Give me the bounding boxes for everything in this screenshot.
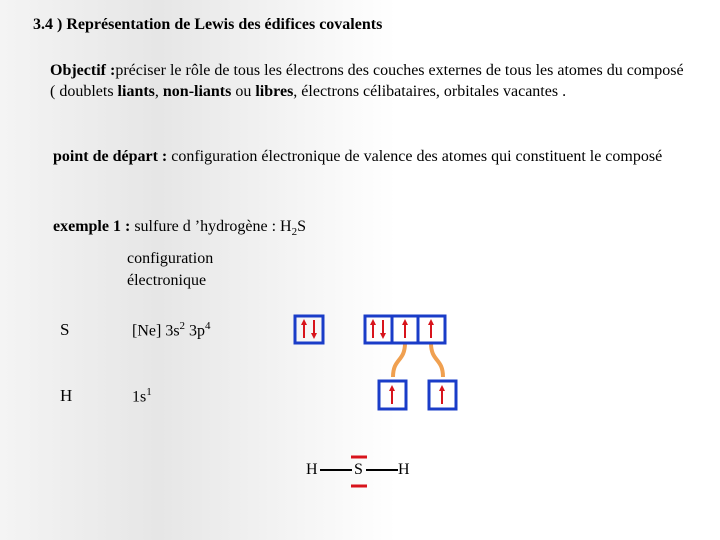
bond-curve-left [393,343,405,377]
starting-point-label: point de départ : [53,148,168,165]
atom-symbol-s: S [60,320,70,339]
h-configuration: $1s^1$ [132,386,152,406]
s-configuration: [Ne] $3s^2$ $3p^4$ [132,320,211,340]
objective-label: Objectif : [50,62,116,79]
lewis-h-left: H [306,461,318,478]
objective-paragraph: Objectif :préciser le rôle de tous les électrons des couches externes de tous les atomes du composé ( doublets liants, non-liants ou libres, électrons célibataires, orbitales vacantes . [50,62,684,100]
orbital-box-3p-1 [365,316,392,343]
starting-point-paragraph: point de départ : configuration électronique de valence des atomes qui constituent le composé [53,148,663,165]
orbital-box-3s [295,316,323,343]
atom-symbol-h: H [60,386,73,405]
page-title: 3.4 ) Représentation de Lewis des édifices covalents [33,16,383,33]
example-heading: exemple 1 : sulfure d ’hydrogène : $H_2S$ [53,218,307,239]
bond-curve-right [431,343,443,377]
lewis-h-right: H [398,461,410,478]
configuration-label: configuration électronique [127,250,214,289]
lewis-s-center: S [354,461,363,478]
